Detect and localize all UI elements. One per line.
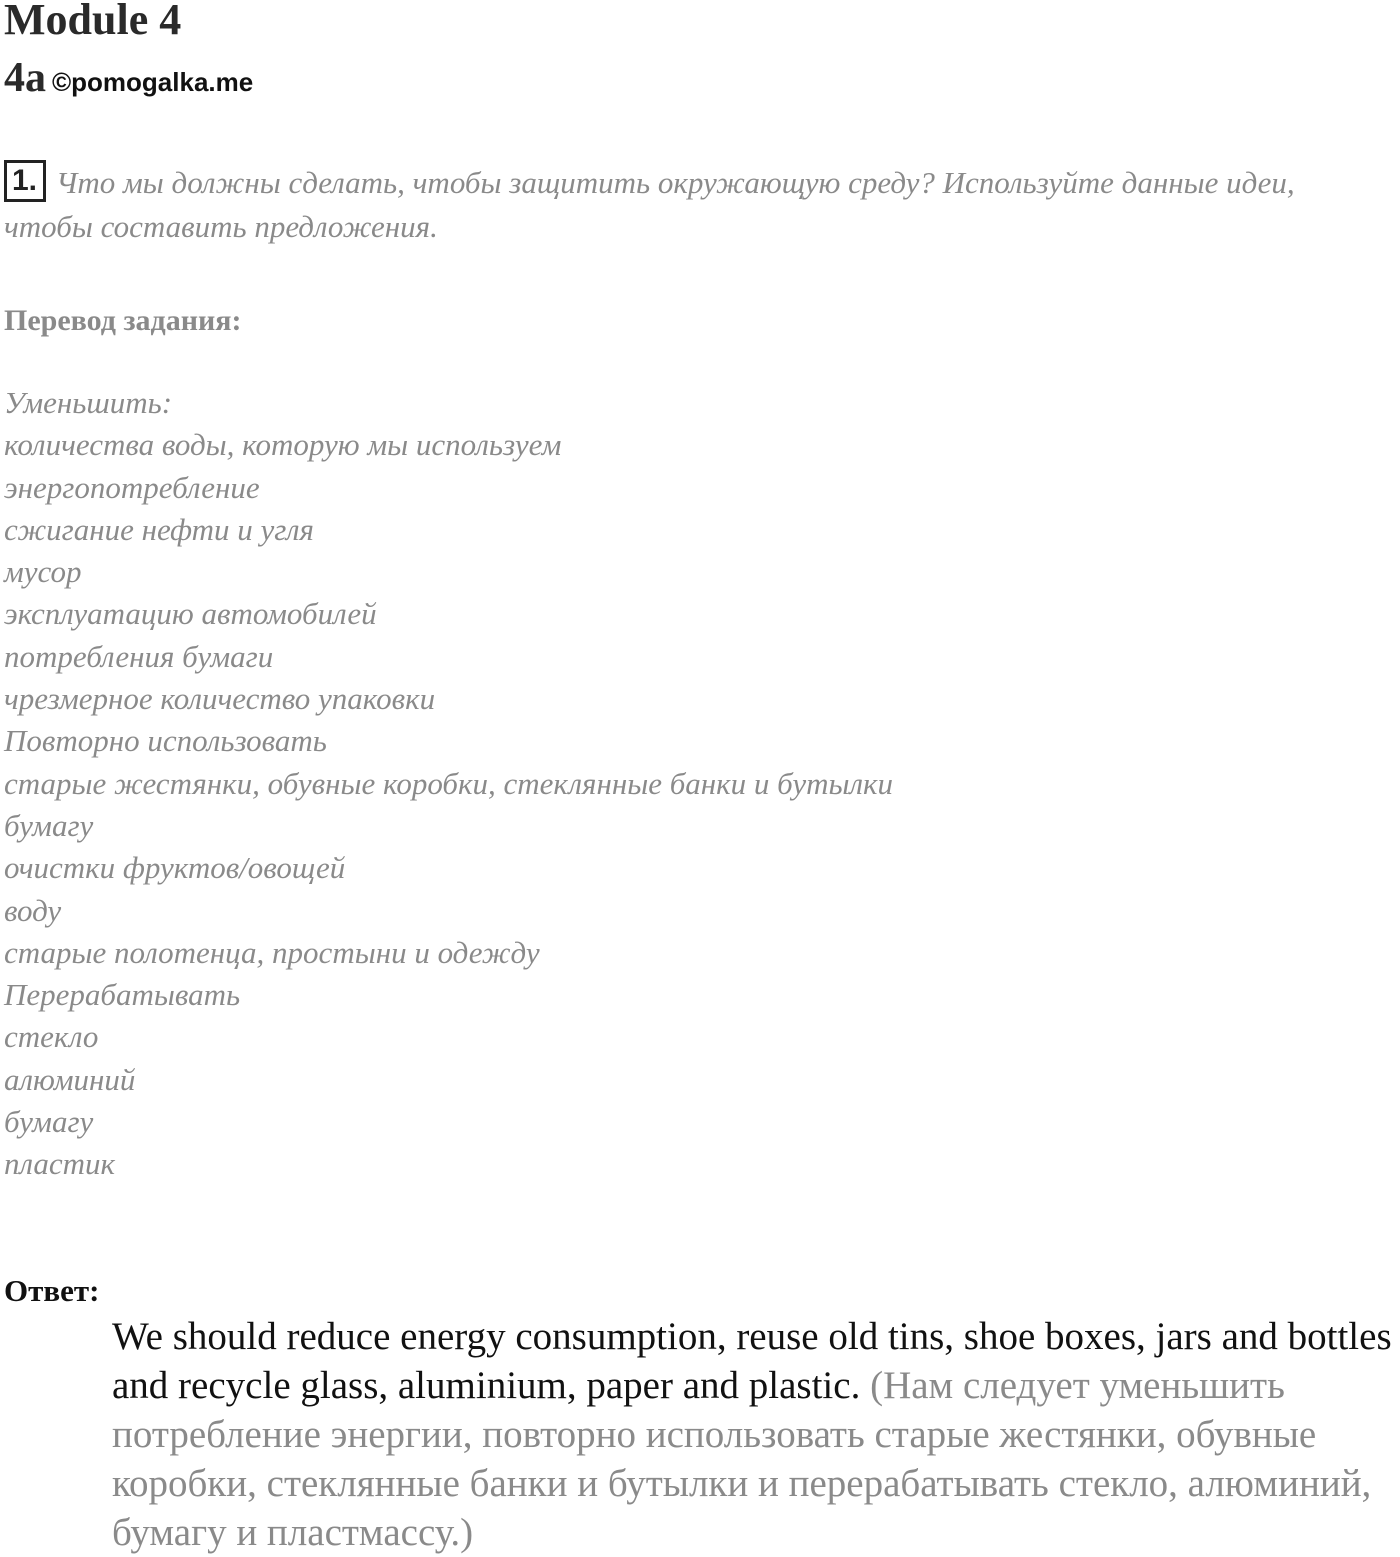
watermark-text: ©pomogalka.me	[52, 67, 254, 97]
section-row	[4, 54, 253, 104]
list-item: Уменьшить:	[4, 385, 173, 420]
task-instruction	[4, 160, 1384, 249]
list-item: Перерабатывать	[4, 977, 241, 1013]
list-item: очистки фруктов/овощей	[4, 850, 346, 886]
list-item: стекло	[4, 1019, 99, 1055]
answer-russian: (Нам следует уменьшить потребление энергии, повторно использовать старые жестянки, обувные коробки, стеклянные банки и бутылки и перерабатывать стекло, алюминий, бумагу и пластмассу.)	[112, 1364, 1372, 1554]
list-item: Повторно использовать	[4, 723, 327, 759]
list-item: потребления бумаги	[4, 638, 274, 674]
list-item: количества воды, которую мы используем	[4, 427, 562, 463]
module-title: Module 4	[4, 0, 182, 44]
task-text: Что мы должны сделать, чтобы защитить окружающую среду? Используйте данные идеи, чтобы составить предложения.	[4, 165, 1295, 244]
answer-english: We should reduce energy consumption, reuse old tins, shoe boxes, jars and bottles and recycle glass, aluminium, paper and plastic.	[112, 1315, 1392, 1407]
list-item: старые полотенца, простыни и одежду	[4, 934, 540, 970]
answer-paragraph	[112, 1312, 1400, 1557]
section-label: 4a	[4, 55, 46, 101]
list-item: сжигание нефти и угля	[4, 511, 314, 547]
list-item: воду	[4, 892, 62, 928]
translation-heading: Перевод задания:	[4, 304, 242, 337]
list-item: пластик	[4, 1146, 116, 1182]
list-item: эксплуатацию автомобилей	[4, 596, 377, 632]
list-item: энергопотребление	[4, 469, 260, 505]
list-item: старые жестянки, обувные коробки, стеклянные банки и бутылки	[4, 765, 894, 801]
list-item: бумагу	[4, 807, 94, 843]
translation-list	[4, 382, 893, 1186]
answer-label: Ответ:	[4, 1273, 100, 1308]
list-item: алюминий	[4, 1061, 136, 1097]
list-item: бумагу	[4, 1104, 94, 1140]
list-item: мусор	[4, 554, 82, 590]
list-item: чрезмерное количество упаковки	[4, 681, 436, 717]
task-number-box: 1.	[4, 160, 46, 202]
